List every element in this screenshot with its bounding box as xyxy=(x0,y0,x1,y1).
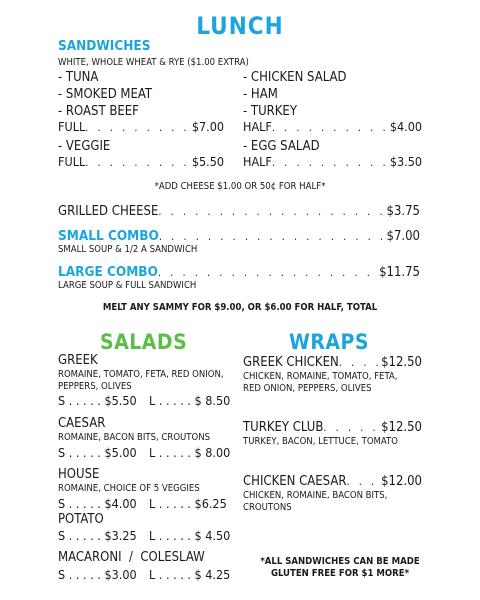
small-combo-row xyxy=(58,228,420,244)
full-label-2: FULL xyxy=(58,154,86,169)
wrap-turkey-club-row xyxy=(243,420,422,435)
sandwich-egg-salad: - EGG SALAD xyxy=(243,139,320,154)
half-price-row-2 xyxy=(243,154,422,169)
grilled-cheese-price: $3.75 xyxy=(386,204,420,219)
page-title: LUNCH xyxy=(196,12,284,40)
salad-potato: POTATO xyxy=(58,512,104,527)
grilled-cheese-label: GRILLED CHEESE xyxy=(58,204,159,219)
l-label: L xyxy=(149,496,156,511)
full-label: FULL xyxy=(58,119,86,134)
l-label: L xyxy=(149,393,156,408)
s-label: S xyxy=(58,445,66,460)
wrap-greek-chicken-price: $12.50 xyxy=(381,355,422,370)
sandwich-turkey: - TURKEY xyxy=(243,104,297,119)
salad-house-prices: S . . . . . $4.00 L . . . . . $6.25 xyxy=(58,496,227,511)
salad-potato-prices: S . . . . . $3.25 L . . . . . $ 4.50 xyxy=(58,528,231,543)
l-label: L xyxy=(149,445,156,460)
sandwich-smoked-meat: - SMOKED MEAT xyxy=(58,87,153,102)
salad-greek-l-price: $ 8.50 xyxy=(194,393,231,408)
salad-greek-s-price: $5.50 xyxy=(104,393,137,408)
salad-house-desc: ROMAINE, CHOICE OF 5 VEGGIES xyxy=(58,483,200,494)
s-label: S xyxy=(58,567,66,582)
sandwich-ham: - HAM xyxy=(243,87,278,102)
wrap-chicken-caesar-row xyxy=(243,474,422,489)
salad-caesar-desc: ROMAINE, BACON BITS, CROUTONS xyxy=(58,432,211,443)
full-price: $7.00 xyxy=(191,119,224,134)
half-price-row xyxy=(243,119,422,134)
small-combo-desc: SMALL SOUP & 1/2 A SANDWICH xyxy=(58,244,198,255)
salad-house: HOUSE xyxy=(58,467,100,482)
salad-greek-prices: S . . . . . $5.50 L . . . . . $ 8.50 xyxy=(58,393,231,408)
half-label-2: HALF xyxy=(243,154,272,169)
salad-caesar-s-price: $5.00 xyxy=(104,445,137,460)
wrap-turkey-club-price: $12.50 xyxy=(381,420,422,435)
wrap-turkey-club-desc: TURKEY, BACON, LETTUCE, TOMATO xyxy=(243,436,398,447)
salad-caesar-prices: S . . . . . $5.00 L . . . . . $ 8.00 xyxy=(58,445,231,460)
large-combo-row xyxy=(58,264,420,280)
wraps-heading: WRAPS xyxy=(289,330,369,354)
sandwiches-heading: SANDWICHES xyxy=(58,38,151,54)
large-combo-desc: LARGE SOUP & FULL SANDWICH xyxy=(58,280,197,291)
half-price: $4.00 xyxy=(389,119,422,134)
salad-macaroni-s-price: $3.00 xyxy=(104,567,137,582)
l-label: L xyxy=(149,567,156,582)
l-label: L xyxy=(149,528,156,543)
salad-house-s-price: $4.00 xyxy=(104,496,137,511)
full-price-2: $5.50 xyxy=(191,154,224,169)
full-price-row xyxy=(58,119,224,134)
salad-potato-s-price: $3.25 xyxy=(104,528,137,543)
salad-greek-desc: ROMAINE, TOMATO, FETA, RED ONION, PEPPERS, OLIVES xyxy=(58,369,224,392)
salad-house-l-price: $6.25 xyxy=(194,496,227,511)
half-label: HALF xyxy=(243,119,272,134)
wrap-turkey-club-label: TURKEY CLUB xyxy=(243,420,324,435)
large-combo-price: $11.75 xyxy=(379,265,420,280)
sandwich-tuna: - TUNA xyxy=(58,70,99,85)
bread-note: WHITE, WHOLE WHEAT & RYE ($1.00 EXTRA) xyxy=(58,57,249,68)
s-label: S xyxy=(58,528,66,543)
salad-greek: GREEK xyxy=(58,353,98,368)
salad-macaroni-coleslaw: MACARONI / COLESLAW xyxy=(58,550,205,565)
wrap-chicken-caesar-price: $12.00 xyxy=(381,474,422,489)
full-price-row-2 xyxy=(58,154,224,169)
small-combo-price: $7.00 xyxy=(386,229,420,244)
sandwich-roast-beef: - ROAST BEEF xyxy=(58,104,139,119)
salad-macaroni-l-price: $ 4.25 xyxy=(194,567,231,582)
sandwich-chicken-salad: - CHICKEN SALAD xyxy=(243,70,347,85)
s-label: S xyxy=(58,393,66,408)
salads-heading: SALADS xyxy=(100,330,188,354)
wrap-greek-chicken-row xyxy=(243,355,422,370)
wrap-greek-chicken-desc: CHICKEN, ROMAINE, TOMATO, FETA, RED ONION, PEPPERS, OLIVES xyxy=(243,371,398,394)
salad-caesar: CAESAR xyxy=(58,416,106,431)
s-label: S xyxy=(58,496,66,511)
small-combo-label: SMALL COMBO xyxy=(58,228,159,244)
gluten-free-note: *ALL SANDWICHES CAN BE MADE GLUTEN FREE FOR $1 MORE* xyxy=(260,556,420,579)
salad-potato-l-price: $ 4.50 xyxy=(194,528,231,543)
wrap-greek-chicken-label: GREEK CHICKEN xyxy=(243,355,339,370)
large-combo-label: LARGE COMBO xyxy=(58,264,158,280)
cheese-note: *ADD CHEESE $1.00 OR 50¢ FOR HALF* xyxy=(154,181,326,192)
grilled-cheese-row xyxy=(58,204,420,219)
salad-macaroni-prices: S . . . . . $3.00 L . . . . . $ 4.25 xyxy=(58,567,231,582)
salad-caesar-l-price: $ 8.00 xyxy=(194,445,231,460)
sandwich-veggie: - VEGGIE xyxy=(58,139,111,154)
half-price-2: $3.50 xyxy=(389,154,422,169)
wrap-chicken-caesar-desc: CHICKEN, ROMAINE, BACON BITS, CROUTONS xyxy=(243,490,388,513)
wrap-chicken-caesar-label: CHICKEN CAESAR xyxy=(243,474,347,489)
melt-note: MELT ANY SAMMY FOR $9.00, OR $6.00 FOR HALF, TOTAL xyxy=(102,302,378,313)
